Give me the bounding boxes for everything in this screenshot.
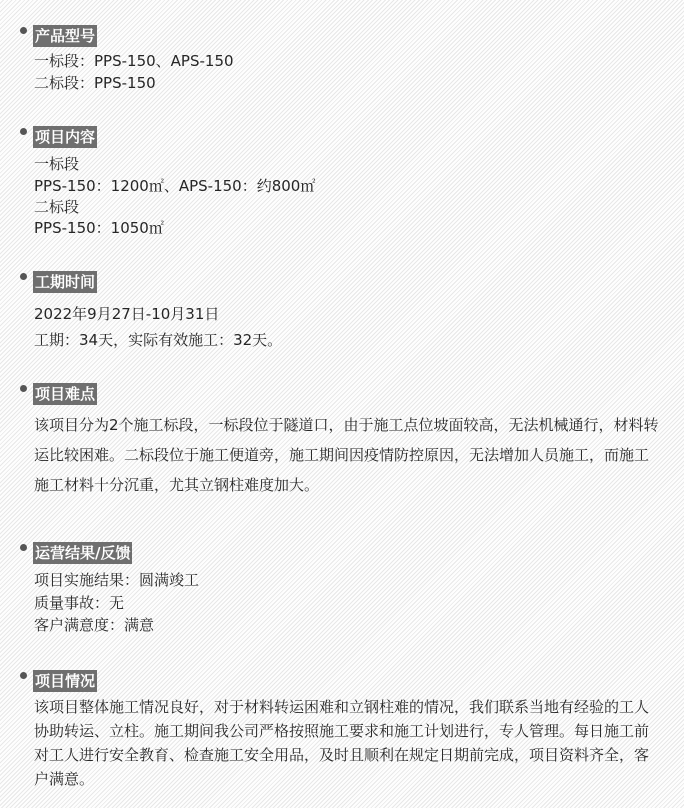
bullet-dot-icon	[20, 128, 27, 135]
text-line: 客户满意度：满意	[34, 616, 155, 634]
section-paragraph: 该项目整体施工情况良好，对于材料转运困难和立钢柱难的情况，我们联系当地有经验的工人协助转运、立柱。施工期间我公司严格按照施工要求和施工计划进行，专人管理。每日施工前对工人进行安全教育、检查施工安全用品，及时且顺利在规定日期前完成，项目资料齐全，客户满意。	[34, 698, 650, 788]
text-line: 质量事故：无	[34, 594, 125, 612]
section-title: 项目情况	[35, 672, 96, 690]
bullet-dot-icon	[20, 273, 27, 280]
section-title: 项目内容	[35, 128, 96, 146]
text-line: 一标段	[34, 155, 80, 173]
bullet-dot-icon	[20, 544, 27, 551]
text-line: 项目实施结果：圆满竣工	[34, 571, 200, 589]
text-line: PPS-150：1200㎡、APS-150：约800㎡	[34, 177, 316, 195]
text-line: PPS-150：1050㎡	[34, 219, 164, 237]
text-line: 一标段：PPS-150、APS-150	[34, 52, 234, 70]
bullet-dot-icon	[20, 385, 27, 392]
section-title: 产品型号	[35, 27, 96, 45]
bullet-dot-icon	[20, 672, 27, 679]
text-line: 二标段	[34, 198, 80, 216]
section-title: 工期时间	[35, 273, 96, 291]
section-title: 运营结果/反馈	[35, 544, 131, 562]
section-paragraph: 该项目分为2个施工标段，一标段位于隧道口，由于施工点位坡面较高，无法机械通行，材料转运比较困难。二标段位于施工便道旁，施工期间因疫情防控原因，无法增加人员施工，而施工施工材料十分沉重，尤其立钢柱难度加大。	[34, 416, 659, 494]
text-line: 二标段：PPS-150	[34, 74, 156, 92]
text-line: 2022年9月27日-10月31日	[34, 305, 220, 323]
section-title: 项目难点	[35, 385, 96, 403]
bullet-dot-icon	[20, 27, 27, 34]
text-line: 工期：34天，实际有效施工：32天。	[34, 331, 283, 349]
